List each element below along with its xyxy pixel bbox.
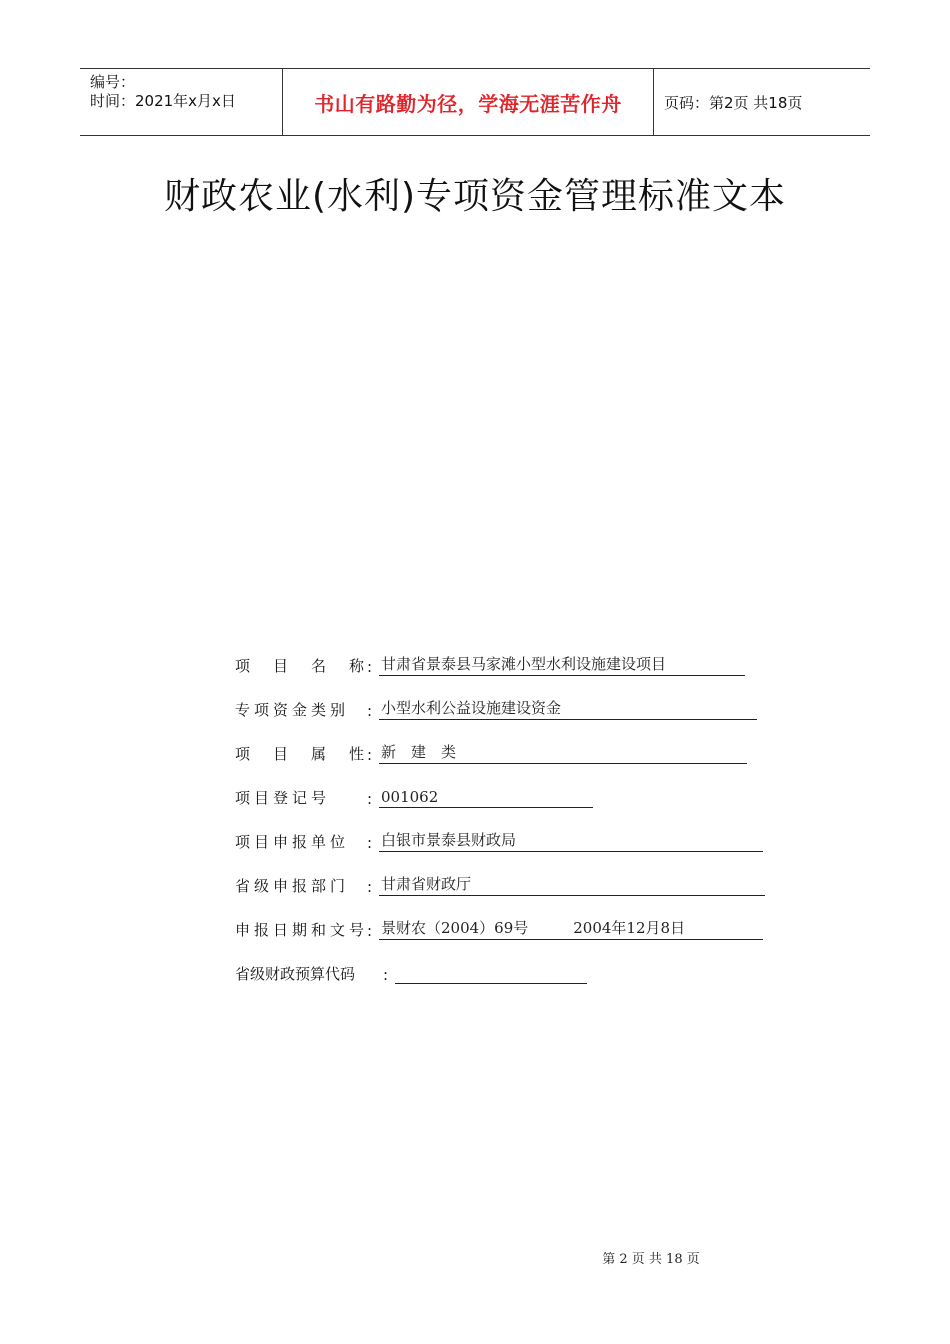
header-meta-cell bbox=[80, 69, 282, 135]
field-label: 省级申报部门 bbox=[235, 877, 350, 895]
field-value: 小型水利公益设施建设资金 bbox=[379, 697, 757, 720]
document-code-label: 编号： bbox=[90, 73, 136, 91]
field-value: 甘肃省财政厅 bbox=[379, 873, 765, 896]
motto-text: 书山有路勤为径，学海无涯苦作舟 bbox=[314, 91, 622, 116]
field-label: 申报日期和文号 bbox=[235, 921, 369, 939]
document-time-label: 时间：2021年x月x日 bbox=[90, 92, 236, 110]
field-label: 项 目 名 称 bbox=[235, 657, 369, 675]
field-project-attribute: 项 目 属 性 : 新 建 类 bbox=[235, 738, 747, 764]
document-title: 财政农业(水利)专项资金管理标准文本 bbox=[163, 176, 787, 217]
page-info: 页码：第2页 共18页 bbox=[664, 93, 803, 112]
field-value: 景财农（2004）69号 2004年12月8日 bbox=[379, 917, 763, 940]
field-label: 项 目 属 性 bbox=[235, 745, 369, 763]
field-label: 专项资金类别 bbox=[235, 701, 350, 719]
field-value: 新 建 类 bbox=[379, 741, 747, 764]
field-applicant-unit: 项目申报单位 : 白银市景泰县财政局 bbox=[235, 826, 763, 852]
field-label: 省级财政预算代码 bbox=[235, 965, 356, 983]
field-label: 项目申报单位 bbox=[235, 833, 350, 851]
field-value: 甘肃省景泰县马家滩小型水利设施建设项目 bbox=[379, 653, 745, 676]
field-value: 白银市景泰县财政局 bbox=[379, 829, 763, 852]
field-project-name: 项 目 名 称 : 甘肃省景泰县马家滩小型水利设施建设项目 bbox=[235, 650, 745, 676]
page-footer: 第 2 页 共 18 页 bbox=[602, 1252, 700, 1267]
field-value bbox=[395, 966, 587, 984]
field-provincial-department: 省级申报部门 : 甘肃省财政厅 bbox=[235, 870, 765, 896]
field-budget-code: 省级财政预算代码 : bbox=[235, 958, 587, 984]
field-date-and-document-number: 申报日期和文号 : 景财农（2004）69号 2004年12月8日 bbox=[235, 914, 763, 940]
field-fund-category: 专项资金类别 : 小型水利公益设施建设资金 bbox=[235, 694, 757, 720]
field-registration-number: 项目登记号 : 001062 bbox=[235, 782, 593, 808]
header-motto-cell bbox=[282, 69, 654, 135]
field-label: 项目登记号 bbox=[235, 789, 331, 807]
header-table bbox=[80, 68, 870, 136]
header-page-cell bbox=[654, 69, 870, 135]
field-value: 001062 bbox=[379, 788, 593, 808]
